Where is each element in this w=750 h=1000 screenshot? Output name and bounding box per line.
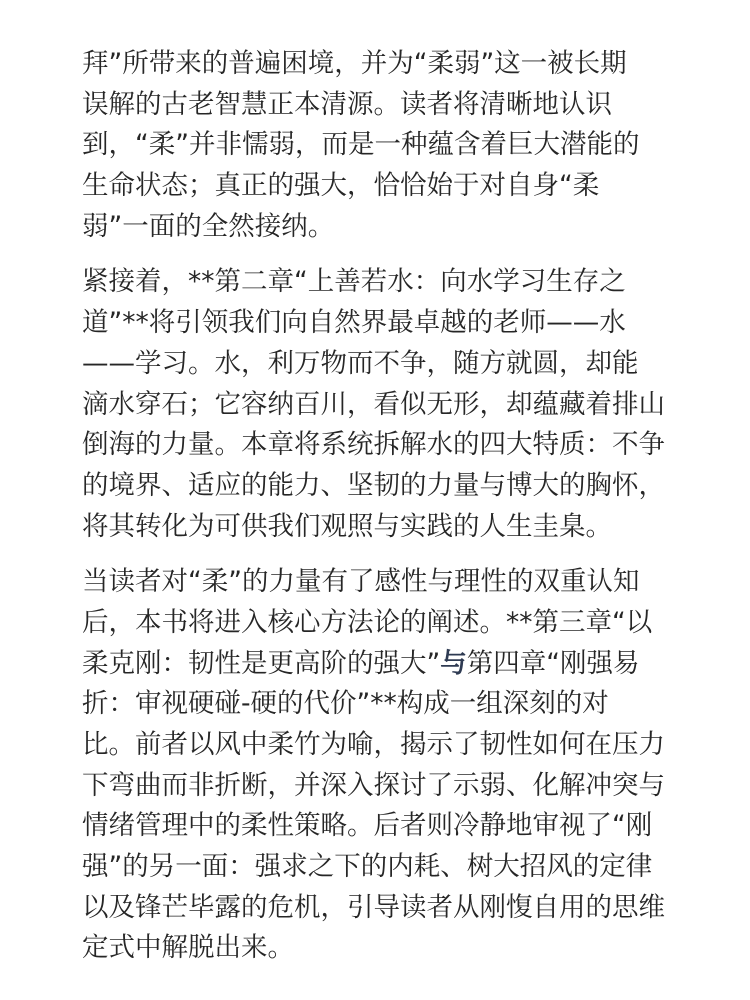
- text-segment: 情绪管理中的柔性策略。后者则冷静地审视了“刚: [82, 810, 653, 842]
- text-line: [82, 928, 682, 969]
- text-segment: 下弯曲而非折断，并深入探讨了示弱、化解冲突与: [82, 769, 665, 801]
- text-line: [82, 466, 682, 507]
- text-segment: 后，本书将进入核心方法论的阐述。**第三章“以: [82, 606, 653, 638]
- text-line: [82, 644, 682, 685]
- text-line: [82, 806, 682, 847]
- text-segment: 倒海的力量。本章将系统拆解水的四大特质：不争: [82, 429, 665, 461]
- text-segment: 将其转化为可供我们观照与实践的人生圭臬。: [82, 510, 612, 542]
- text-line: [82, 507, 682, 548]
- text-segment: 以及锋芒毕露的危机，引导读者从刚愎自用的思维: [82, 891, 665, 923]
- text-segment: ——学习。水，利万物而不争，随方就圆，却能: [82, 347, 639, 379]
- text-line: [82, 207, 682, 248]
- text-line: [82, 85, 682, 126]
- text-line: [82, 888, 682, 929]
- text-line: [82, 603, 682, 644]
- text-line: [82, 725, 682, 766]
- text-line: [82, 166, 682, 207]
- text-segment: 柔克刚：韧性是更高阶的强大”: [82, 647, 441, 679]
- paragraph-1: [82, 44, 682, 247]
- text-line: [82, 385, 682, 426]
- text-line: [82, 125, 682, 166]
- text-segment: 当读者对“柔”的力量有了感性与理性的双重认知: [82, 566, 640, 598]
- text-segment: 强”的另一面：强求之下的内耗、树大招风的定律: [82, 851, 653, 883]
- emphasized-text: 与: [440, 647, 467, 679]
- text-line: [82, 262, 682, 303]
- text-segment: 道”**将引领我们向自然界最卓越的老师——水: [82, 307, 626, 339]
- text-segment: 到，“柔”并非懦弱，而是一种蕴含着巨大潜能的: [82, 129, 640, 161]
- text-segment: 滴水穿石；它容纳百川，看似无形，却蕴藏着排山: [82, 388, 665, 420]
- text-line: [82, 684, 682, 725]
- text-line: [82, 766, 682, 807]
- text-line: [82, 303, 682, 344]
- article-body: [82, 44, 682, 969]
- text-segment: 的境界、适应的能力、坚韧的力量与博大的胸怀，: [82, 469, 665, 501]
- text-line: [82, 44, 682, 85]
- text-segment: 定式中解脱出来。: [82, 932, 294, 964]
- paragraph-2: [82, 262, 682, 547]
- text-line: [82, 847, 682, 888]
- text-segment: 拜”所带来的普遍困境，并为“柔弱”这一被长期: [82, 48, 627, 79]
- text-segment: 比。前者以风中柔竹为喻，揭示了韧性如何在压力: [82, 729, 665, 760]
- text-segment: 第四章“刚强易: [466, 647, 640, 679]
- text-segment: 紧接着，**第二章“上善若水：向水学习生存之: [82, 266, 626, 298]
- text-line: [82, 344, 682, 385]
- text-segment: 折：审视硬碰-硬的代价”**构成一组深刻的对: [82, 688, 609, 720]
- text-segment: 弱”一面的全然接纳。: [82, 210, 335, 242]
- text-segment: 误解的古老智慧正本清源。读者将清晰地认识: [82, 88, 612, 120]
- text-line: [82, 562, 682, 603]
- text-line: [82, 425, 682, 466]
- text-segment: 生命状态；真正的强大，恰恰始于对自身“柔: [82, 170, 600, 202]
- paragraph-3: [82, 562, 682, 969]
